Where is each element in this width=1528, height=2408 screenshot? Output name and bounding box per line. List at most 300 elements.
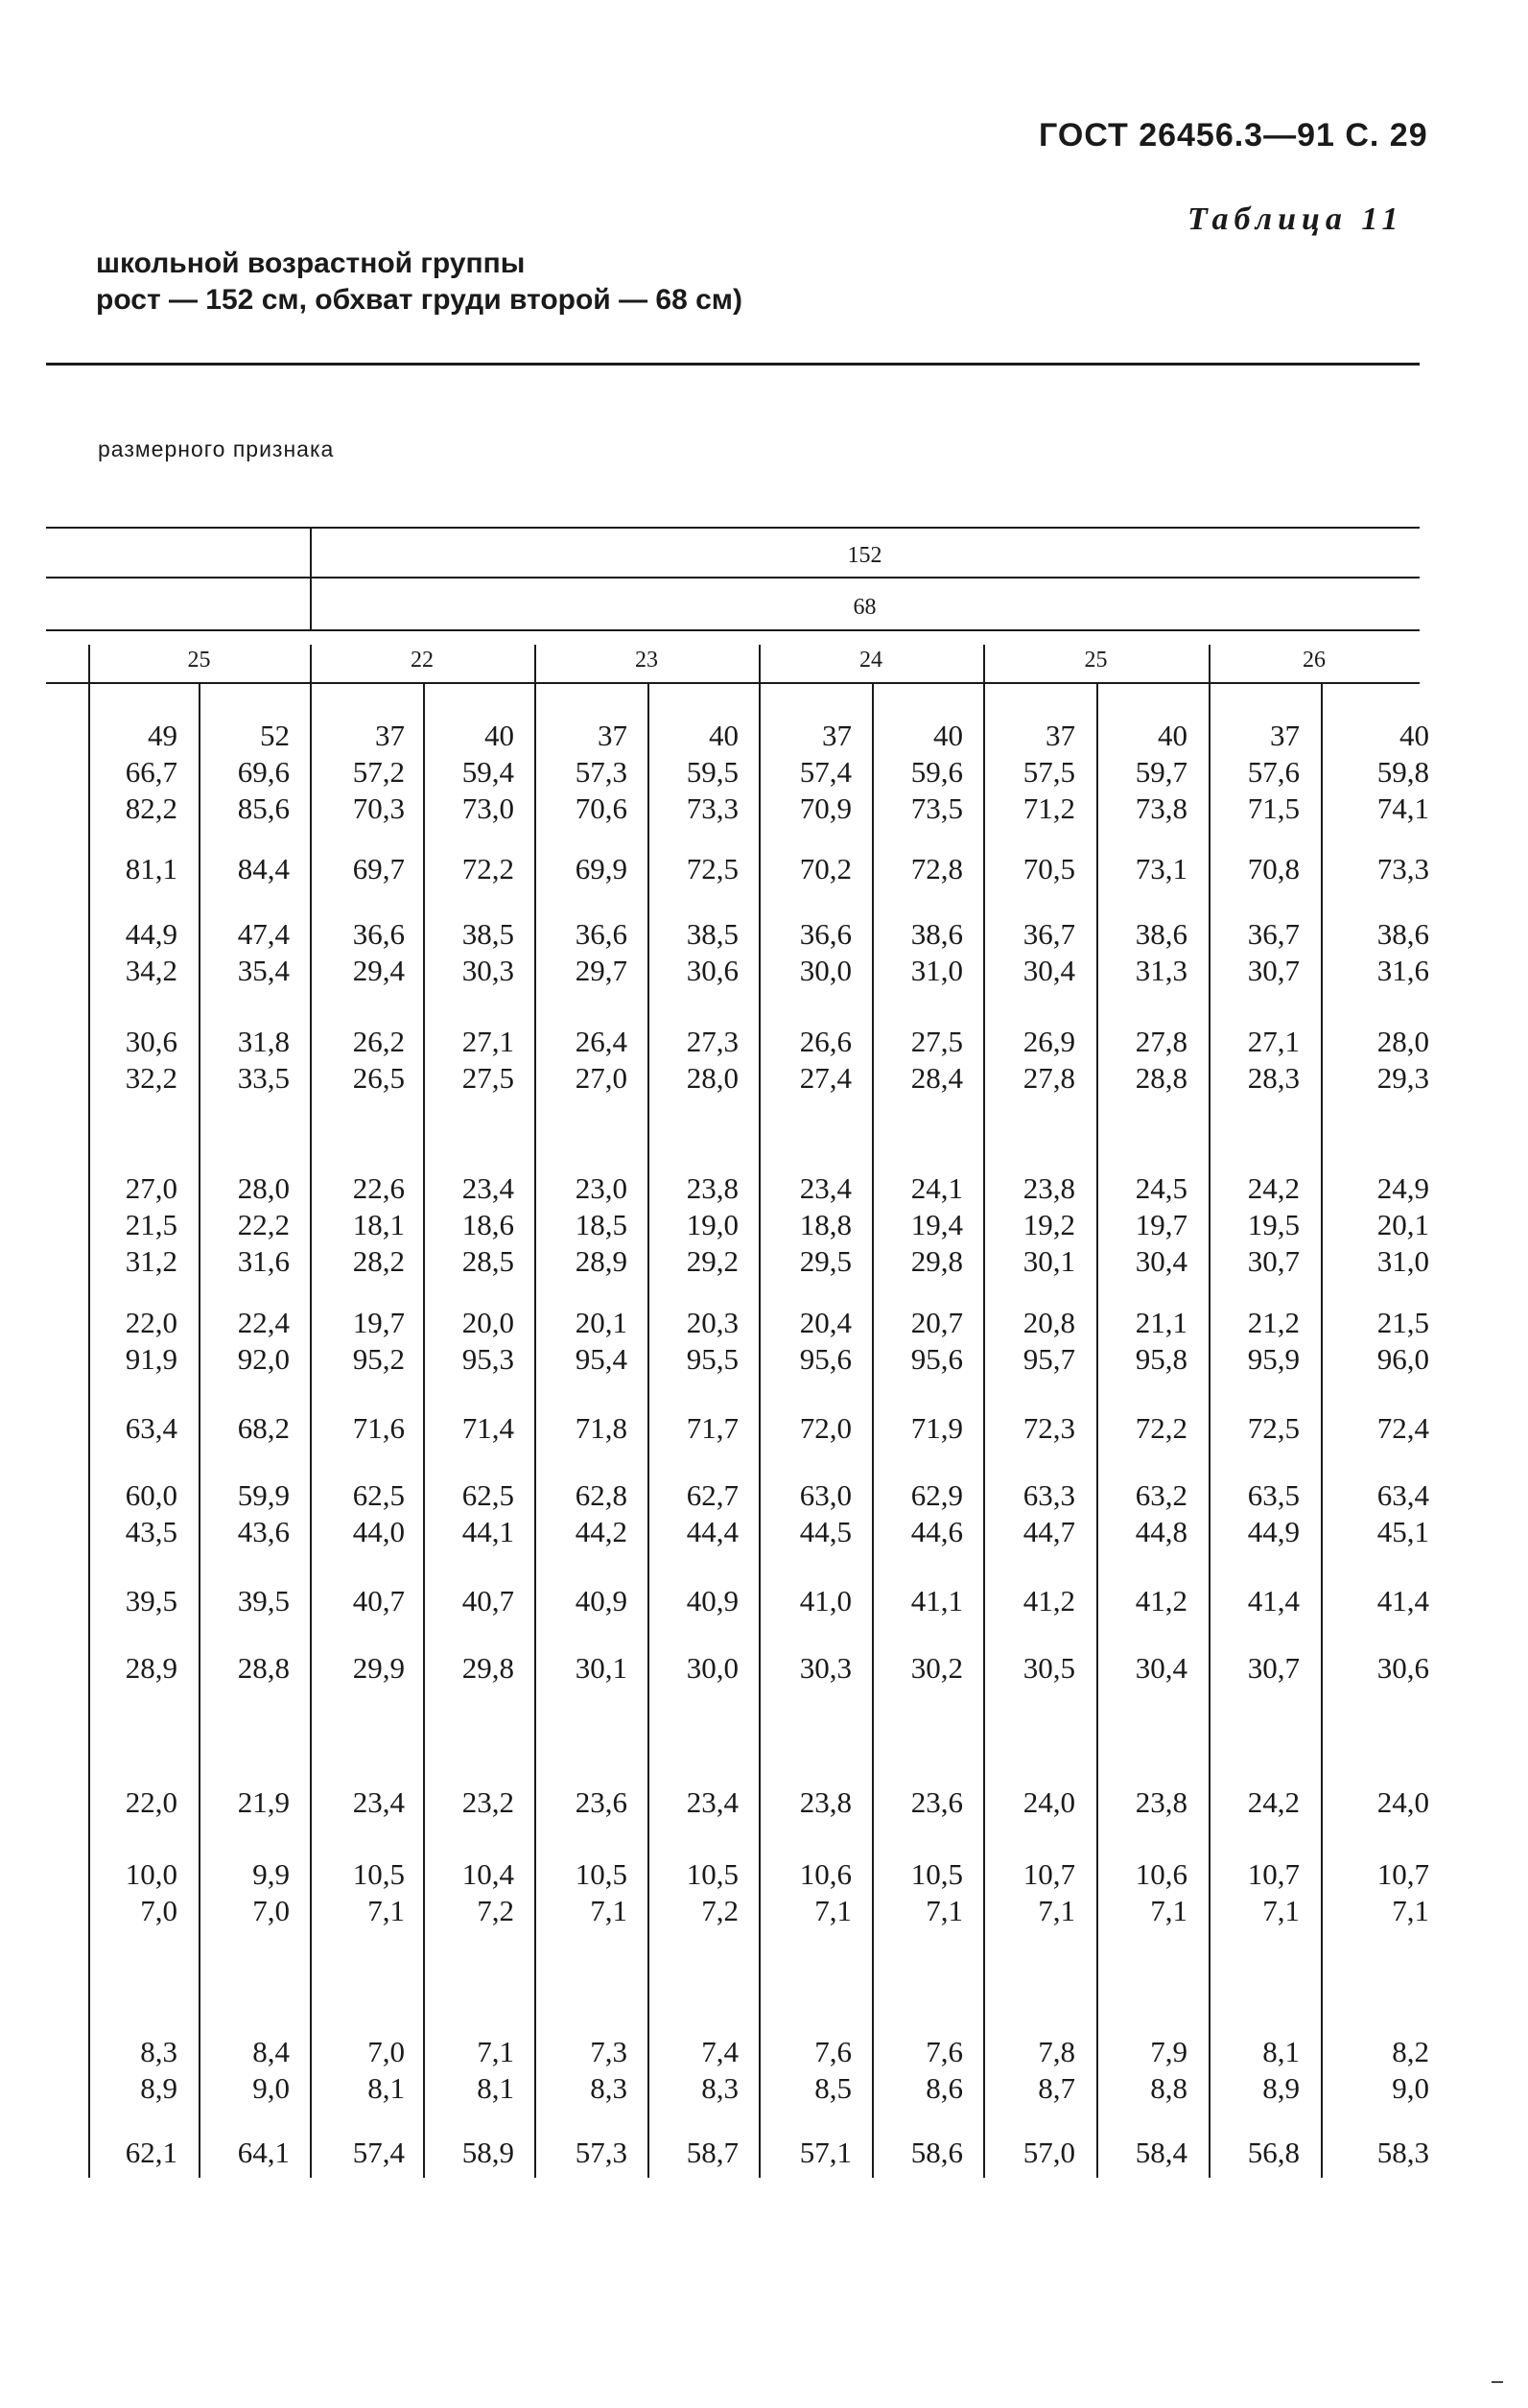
cell-value: 8,8 bbox=[1150, 2071, 1187, 2105]
table-cell bbox=[1082, 718, 1187, 827]
table-cell bbox=[1194, 1477, 1300, 1550]
table-cell bbox=[858, 1856, 963, 1929]
cell-value: 19,7 bbox=[352, 1306, 405, 1339]
table-cell bbox=[746, 1410, 852, 1447]
table-cell bbox=[72, 2135, 177, 2171]
cell-value: 70,8 bbox=[1247, 852, 1300, 885]
cell-value: 23,8 bbox=[1135, 1785, 1187, 1819]
cell-value: 27,8 bbox=[1135, 1025, 1187, 1058]
cell-value: 23,8 bbox=[686, 1171, 739, 1205]
cell-value: 26,2 bbox=[352, 1025, 405, 1058]
table-cell bbox=[184, 1583, 290, 1619]
table-cell bbox=[522, 718, 627, 827]
cell-value: 23,2 bbox=[461, 1785, 514, 1819]
cell-value: 7,6 bbox=[814, 2035, 852, 2068]
cell-value: 59,7 bbox=[1135, 755, 1187, 789]
chest-value: 68 bbox=[853, 595, 877, 620]
cell-value: 29,8 bbox=[910, 1244, 963, 1278]
table-cell bbox=[746, 1477, 852, 1550]
cell-value: 31,6 bbox=[1376, 954, 1429, 987]
table-cell bbox=[409, 1024, 514, 1097]
table-cell bbox=[409, 1305, 514, 1378]
table-cell bbox=[1324, 1856, 1429, 1929]
cell-value: 20,1 bbox=[1376, 1208, 1429, 1241]
cell-value: 24,5 bbox=[1135, 1171, 1187, 1205]
table-cell bbox=[1324, 1024, 1429, 1097]
size-group-label: 25 bbox=[187, 648, 211, 673]
table-cell bbox=[184, 1305, 290, 1378]
table-cell bbox=[858, 1477, 963, 1550]
table-cell bbox=[522, 916, 627, 989]
cell-value: 10,5 bbox=[686, 1857, 739, 1891]
cell-value: 21,2 bbox=[1247, 1306, 1300, 1339]
cell-value: 71,5 bbox=[1247, 791, 1300, 825]
table-cell bbox=[72, 916, 177, 989]
cell-value: 7,0 bbox=[140, 1894, 177, 1927]
cell-value: 95,4 bbox=[575, 1342, 627, 1376]
cell-value: 95,8 bbox=[1135, 1342, 1187, 1376]
table-cell bbox=[522, 851, 627, 887]
cell-value: 23,6 bbox=[910, 1785, 963, 1819]
cell-value: 59,4 bbox=[461, 755, 514, 789]
table-cell bbox=[1194, 718, 1300, 827]
cell-value: 82,2 bbox=[125, 791, 177, 825]
table-cell bbox=[522, 1583, 627, 1619]
cell-value: 19,4 bbox=[910, 1208, 963, 1241]
table-cell bbox=[1324, 1650, 1429, 1687]
cell-value: 30,1 bbox=[575, 1651, 627, 1685]
cell-value: 7,1 bbox=[814, 1894, 852, 1927]
cell-value: 95,7 bbox=[1023, 1342, 1075, 1376]
table-cell bbox=[1324, 718, 1429, 827]
cell-value: 71,6 bbox=[352, 1411, 405, 1445]
table-cell bbox=[1194, 916, 1300, 989]
table-cell bbox=[522, 1024, 627, 1097]
table-cell bbox=[184, 1650, 290, 1687]
table-cell bbox=[1082, 1305, 1187, 1378]
cell-value: 28,5 bbox=[461, 1244, 514, 1278]
cell-value: 40 bbox=[484, 719, 514, 752]
table-cell bbox=[1324, 1784, 1429, 1821]
cell-value: 37 bbox=[375, 719, 405, 752]
cell-value: 95,5 bbox=[686, 1342, 739, 1376]
table-cell bbox=[858, 1583, 963, 1619]
table-cell bbox=[522, 1784, 627, 1821]
cell-value: 70,3 bbox=[352, 791, 405, 825]
cell-value: 9,9 bbox=[252, 1857, 290, 1891]
cell-value: 44,0 bbox=[352, 1515, 405, 1548]
header-rule-2 bbox=[46, 577, 1420, 578]
cell-value: 19,5 bbox=[1247, 1208, 1300, 1241]
cell-value: 84,4 bbox=[237, 852, 290, 885]
table-cell bbox=[746, 1305, 852, 1378]
table-cell bbox=[746, 851, 852, 887]
cell-value: 26,5 bbox=[352, 1061, 405, 1095]
table-cell bbox=[409, 1856, 514, 1929]
cell-value: 31,0 bbox=[910, 954, 963, 987]
cell-value: 7,0 bbox=[367, 2035, 405, 2068]
cell-value: 44,4 bbox=[686, 1515, 739, 1548]
table-cell bbox=[184, 1024, 290, 1097]
cell-value: 92,0 bbox=[237, 1342, 290, 1376]
cell-value: 63,2 bbox=[1135, 1478, 1187, 1512]
table-cell bbox=[1324, 851, 1429, 887]
table-cell bbox=[184, 2135, 290, 2171]
cell-value: 8,3 bbox=[590, 2071, 627, 2105]
cell-value: 73,3 bbox=[686, 791, 739, 825]
cell-value: 73,3 bbox=[1376, 852, 1429, 885]
cell-value: 41,2 bbox=[1023, 1584, 1075, 1617]
cell-value: 63,3 bbox=[1023, 1478, 1075, 1512]
cell-value: 23,6 bbox=[575, 1785, 627, 1819]
cell-value: 29,7 bbox=[575, 954, 627, 987]
cell-value: 28,0 bbox=[237, 1171, 290, 1205]
cell-value: 26,6 bbox=[799, 1025, 852, 1058]
cell-value: 59,6 bbox=[910, 755, 963, 789]
cell-value: 31,0 bbox=[1376, 1244, 1429, 1278]
cell-value: 73,5 bbox=[910, 791, 963, 825]
cell-value: 8,5 bbox=[814, 2071, 852, 2105]
cell-value: 44,7 bbox=[1023, 1515, 1075, 1548]
table-cell bbox=[633, 916, 739, 989]
cell-value: 95,9 bbox=[1247, 1342, 1300, 1376]
table-cell bbox=[299, 1856, 405, 1929]
cell-value: 27,1 bbox=[1247, 1025, 1300, 1058]
table-cell bbox=[184, 1410, 290, 1447]
cell-value: 43,5 bbox=[125, 1515, 177, 1548]
cell-value: 28,8 bbox=[237, 1651, 290, 1685]
cell-value: 23,8 bbox=[1023, 1171, 1075, 1205]
table-cell bbox=[1082, 1583, 1187, 1619]
table-cell bbox=[970, 1784, 1075, 1821]
cell-value: 24,1 bbox=[910, 1171, 963, 1205]
cell-value: 20,7 bbox=[910, 1306, 963, 1339]
table-cell bbox=[184, 1784, 290, 1821]
table-cell bbox=[1082, 1477, 1187, 1550]
cell-value: 29,5 bbox=[799, 1244, 852, 1278]
table-cell bbox=[1324, 1170, 1429, 1280]
size-group-label: 22 bbox=[411, 648, 434, 673]
cell-value: 10,0 bbox=[125, 1857, 177, 1891]
cell-value: 72,0 bbox=[799, 1411, 852, 1445]
table-cell bbox=[970, 1856, 1075, 1929]
cell-value: 96,0 bbox=[1376, 1342, 1429, 1376]
cell-value: 91,9 bbox=[125, 1342, 177, 1376]
cell-value: 30,6 bbox=[686, 954, 739, 987]
table-cell bbox=[746, 2034, 852, 2107]
cell-value: 30,1 bbox=[1023, 1244, 1075, 1278]
table-cell bbox=[522, 1170, 627, 1280]
cell-value: 10,7 bbox=[1023, 1857, 1075, 1891]
table-cell bbox=[1194, 2034, 1300, 2107]
cell-value: 10,6 bbox=[1135, 1857, 1187, 1891]
cell-value: 72,5 bbox=[686, 852, 739, 885]
cell-value: 8,1 bbox=[1262, 2035, 1300, 2068]
cell-value: 35,4 bbox=[237, 954, 290, 987]
table-cell bbox=[1194, 1583, 1300, 1619]
table-cell bbox=[1194, 1856, 1300, 1929]
cell-value: 38,5 bbox=[686, 917, 739, 951]
table-cell bbox=[858, 718, 963, 827]
cell-value: 24,9 bbox=[1376, 1171, 1429, 1205]
cell-value: 62,8 bbox=[575, 1478, 627, 1512]
cell-value: 40,9 bbox=[686, 1584, 739, 1617]
cell-value: 64,1 bbox=[237, 2136, 290, 2169]
cell-value: 27,1 bbox=[461, 1025, 514, 1058]
cell-value: 40,7 bbox=[352, 1584, 405, 1617]
cell-value: 29,2 bbox=[686, 1244, 739, 1278]
header-rule-3 bbox=[46, 629, 1420, 631]
cell-value: 41,4 bbox=[1247, 1584, 1300, 1617]
cell-value: 7,1 bbox=[1262, 1894, 1300, 1927]
cell-value: 70,6 bbox=[575, 791, 627, 825]
cell-value: 71,9 bbox=[910, 1411, 963, 1445]
cell-value: 30,4 bbox=[1135, 1651, 1187, 1685]
cell-value: 62,5 bbox=[352, 1478, 405, 1512]
cell-value: 7,1 bbox=[1150, 1894, 1187, 1927]
table-cell bbox=[858, 1305, 963, 1378]
cell-value: 27,5 bbox=[461, 1061, 514, 1095]
cell-value: 36,7 bbox=[1023, 917, 1075, 951]
cell-value: 23,8 bbox=[799, 1785, 852, 1819]
table-cell bbox=[1194, 1024, 1300, 1097]
cell-value: 31,3 bbox=[1135, 954, 1187, 987]
cell-value: 71,4 bbox=[461, 1411, 514, 1445]
table-title-line-1: школьной возрастной группы bbox=[96, 248, 526, 279]
cell-value: 57,3 bbox=[575, 755, 627, 789]
table-cell bbox=[409, 1583, 514, 1619]
cell-value: 72,2 bbox=[1135, 1411, 1187, 1445]
table-cell bbox=[72, 851, 177, 887]
table-cell bbox=[970, 718, 1075, 827]
table-cell bbox=[858, 1024, 963, 1097]
cell-value: 73,8 bbox=[1135, 791, 1187, 825]
cell-value: 49 bbox=[148, 719, 177, 752]
cell-value: 7,2 bbox=[477, 1894, 514, 1927]
table-cell bbox=[633, 718, 739, 827]
table-cell bbox=[299, 1583, 405, 1619]
table-cell bbox=[409, 2034, 514, 2107]
table-cell bbox=[522, 2034, 627, 2107]
cell-value: 23,4 bbox=[352, 1785, 405, 1819]
cell-value: 36,6 bbox=[352, 917, 405, 951]
group-divider bbox=[88, 645, 90, 683]
table-cell bbox=[1082, 1024, 1187, 1097]
size-group-label: 25 bbox=[1084, 648, 1108, 673]
cell-value: 9,0 bbox=[252, 2071, 290, 2105]
cell-value: 24,2 bbox=[1247, 1785, 1300, 1819]
table-cell bbox=[858, 1410, 963, 1447]
cell-value: 38,5 bbox=[461, 917, 514, 951]
cell-value: 29,8 bbox=[461, 1651, 514, 1685]
cell-value: 26,4 bbox=[575, 1025, 627, 1058]
cell-value: 30,4 bbox=[1135, 1244, 1187, 1278]
table-cell bbox=[299, 1784, 405, 1821]
cell-value: 47,4 bbox=[237, 917, 290, 951]
cell-value: 63,0 bbox=[799, 1478, 852, 1512]
table-cell bbox=[858, 1650, 963, 1687]
cell-value: 8,9 bbox=[1262, 2071, 1300, 2105]
cell-value: 57,2 bbox=[352, 755, 405, 789]
cell-value: 58,6 bbox=[910, 2136, 963, 2169]
table-cell bbox=[522, 1477, 627, 1550]
cell-value: 8,2 bbox=[1392, 2035, 1429, 2068]
cell-value: 31,8 bbox=[237, 1025, 290, 1058]
cell-value: 44,5 bbox=[799, 1515, 852, 1548]
table-cell bbox=[1194, 1305, 1300, 1378]
table-cell bbox=[1194, 1650, 1300, 1687]
table-cell bbox=[970, 1583, 1075, 1619]
cell-value: 8,7 bbox=[1038, 2071, 1075, 2105]
table-cell bbox=[970, 2135, 1075, 2171]
table-cell bbox=[746, 1170, 852, 1280]
size-group-label: 26 bbox=[1303, 648, 1326, 673]
table-cell bbox=[970, 2034, 1075, 2107]
cell-value: 31,6 bbox=[237, 1244, 290, 1278]
table-cell bbox=[522, 2135, 627, 2171]
cell-value: 27,8 bbox=[1023, 1061, 1075, 1095]
table-cell bbox=[299, 1170, 405, 1280]
cell-value: 59,5 bbox=[686, 755, 739, 789]
cell-value: 10,4 bbox=[461, 1857, 514, 1891]
cell-value: 62,9 bbox=[910, 1478, 963, 1512]
table-cell bbox=[633, 1477, 739, 1550]
table-cell bbox=[72, 2034, 177, 2107]
cell-value: 40,7 bbox=[461, 1584, 514, 1617]
cell-value: 37 bbox=[1270, 719, 1300, 752]
cell-value: 95,3 bbox=[461, 1342, 514, 1376]
table-cell bbox=[633, 2034, 739, 2107]
table-cell bbox=[1324, 1305, 1429, 1378]
table-cell bbox=[184, 718, 290, 827]
table-cell bbox=[858, 1784, 963, 1821]
group-divider bbox=[983, 645, 985, 683]
table-cell bbox=[970, 1477, 1075, 1550]
cell-value: 20,1 bbox=[575, 1306, 627, 1339]
cell-value: 62,1 bbox=[125, 2136, 177, 2169]
table-cell bbox=[409, 1650, 514, 1687]
table-cell bbox=[746, 1650, 852, 1687]
group-divider bbox=[310, 645, 312, 683]
table-cell bbox=[1194, 2135, 1300, 2171]
cell-value: 8,6 bbox=[926, 2071, 963, 2105]
cell-value: 30,7 bbox=[1247, 1244, 1300, 1278]
cell-value: 29,9 bbox=[352, 1651, 405, 1685]
cell-value: 33,5 bbox=[237, 1061, 290, 1095]
cell-value: 63,5 bbox=[1247, 1478, 1300, 1512]
table-cell bbox=[633, 1024, 739, 1097]
cell-value: 72,2 bbox=[461, 852, 514, 885]
table-cell bbox=[409, 2135, 514, 2171]
cell-value: 28,4 bbox=[910, 1061, 963, 1095]
cell-value: 29,4 bbox=[352, 954, 405, 987]
cell-value: 27,4 bbox=[799, 1061, 852, 1095]
cell-value: 21,5 bbox=[125, 1208, 177, 1241]
table-cell bbox=[299, 1305, 405, 1378]
table-cell bbox=[72, 1477, 177, 1550]
cell-value: 8,9 bbox=[140, 2071, 177, 2105]
cell-value: 30,6 bbox=[1376, 1651, 1429, 1685]
table-cell bbox=[1082, 916, 1187, 989]
size-group-label: 24 bbox=[859, 648, 882, 673]
cell-value: 57,1 bbox=[799, 2136, 852, 2169]
cell-value: 52 bbox=[260, 719, 290, 752]
cell-value: 62,5 bbox=[461, 1478, 514, 1512]
cell-value: 22,0 bbox=[125, 1785, 177, 1819]
cell-value: 58,3 bbox=[1376, 2136, 1429, 2169]
cell-value: 60,0 bbox=[125, 1478, 177, 1512]
table-cell bbox=[1324, 916, 1429, 989]
cell-value: 40,9 bbox=[575, 1584, 627, 1617]
table-cell bbox=[409, 1410, 514, 1447]
table-cell bbox=[1082, 1856, 1187, 1929]
table-cell bbox=[299, 851, 405, 887]
table-cell bbox=[970, 1305, 1075, 1378]
size-group-label: 23 bbox=[635, 648, 658, 673]
table-cell bbox=[1194, 1784, 1300, 1821]
table-cell bbox=[858, 851, 963, 887]
cell-value: 44,9 bbox=[125, 917, 177, 951]
table-cell bbox=[1194, 851, 1300, 887]
table-cell bbox=[1194, 1410, 1300, 1447]
cell-value: 57,0 bbox=[1023, 2136, 1075, 2169]
table-cell bbox=[184, 851, 290, 887]
cell-value: 10,5 bbox=[575, 1857, 627, 1891]
table-cell bbox=[1082, 1650, 1187, 1687]
cell-value: 7,1 bbox=[367, 1894, 405, 1927]
cell-value: 9,0 bbox=[1392, 2071, 1429, 2105]
table-cell bbox=[72, 1784, 177, 1821]
cell-value: 71,7 bbox=[686, 1411, 739, 1445]
table-cell bbox=[409, 1784, 514, 1821]
cell-value: 41,2 bbox=[1135, 1584, 1187, 1617]
cell-value: 70,2 bbox=[799, 852, 852, 885]
cell-value: 28,0 bbox=[686, 1061, 739, 1095]
cell-value: 34,2 bbox=[125, 954, 177, 987]
table-title-line-2: рост — 152 см, обхват груди второй — 68 см) bbox=[96, 284, 742, 316]
cell-value: 20,0 bbox=[461, 1306, 514, 1339]
cell-value: 41,0 bbox=[799, 1584, 852, 1617]
table-cell bbox=[184, 2034, 290, 2107]
cell-value: 10,7 bbox=[1247, 1857, 1300, 1891]
table-cell bbox=[1194, 1170, 1300, 1280]
cell-value: 7,1 bbox=[477, 2035, 514, 2068]
table-cell bbox=[633, 1650, 739, 1687]
cell-value: 69,7 bbox=[352, 852, 405, 885]
cell-value: 18,1 bbox=[352, 1208, 405, 1241]
group-divider bbox=[759, 645, 761, 683]
table-cell bbox=[970, 851, 1075, 887]
cell-value: 41,1 bbox=[910, 1584, 963, 1617]
table-cell bbox=[409, 1477, 514, 1550]
cell-value: 10,6 bbox=[799, 1857, 852, 1891]
cell-value: 8,3 bbox=[701, 2071, 739, 2105]
cell-value: 21,1 bbox=[1135, 1306, 1187, 1339]
cell-value: 22,0 bbox=[125, 1306, 177, 1339]
cell-value: 24,0 bbox=[1376, 1785, 1429, 1819]
cell-value: 28,0 bbox=[1376, 1025, 1429, 1058]
table-cell bbox=[409, 1170, 514, 1280]
cell-value: 38,6 bbox=[1135, 917, 1187, 951]
cell-value: 40 bbox=[1158, 719, 1187, 752]
cell-value: 28,2 bbox=[352, 1244, 405, 1278]
cell-value: 57,4 bbox=[352, 2136, 405, 2169]
group-divider bbox=[534, 645, 536, 683]
cell-value: 20,4 bbox=[799, 1306, 852, 1339]
cell-value: 30,0 bbox=[686, 1651, 739, 1685]
table-cell bbox=[184, 1170, 290, 1280]
cell-value: 69,9 bbox=[575, 852, 627, 885]
